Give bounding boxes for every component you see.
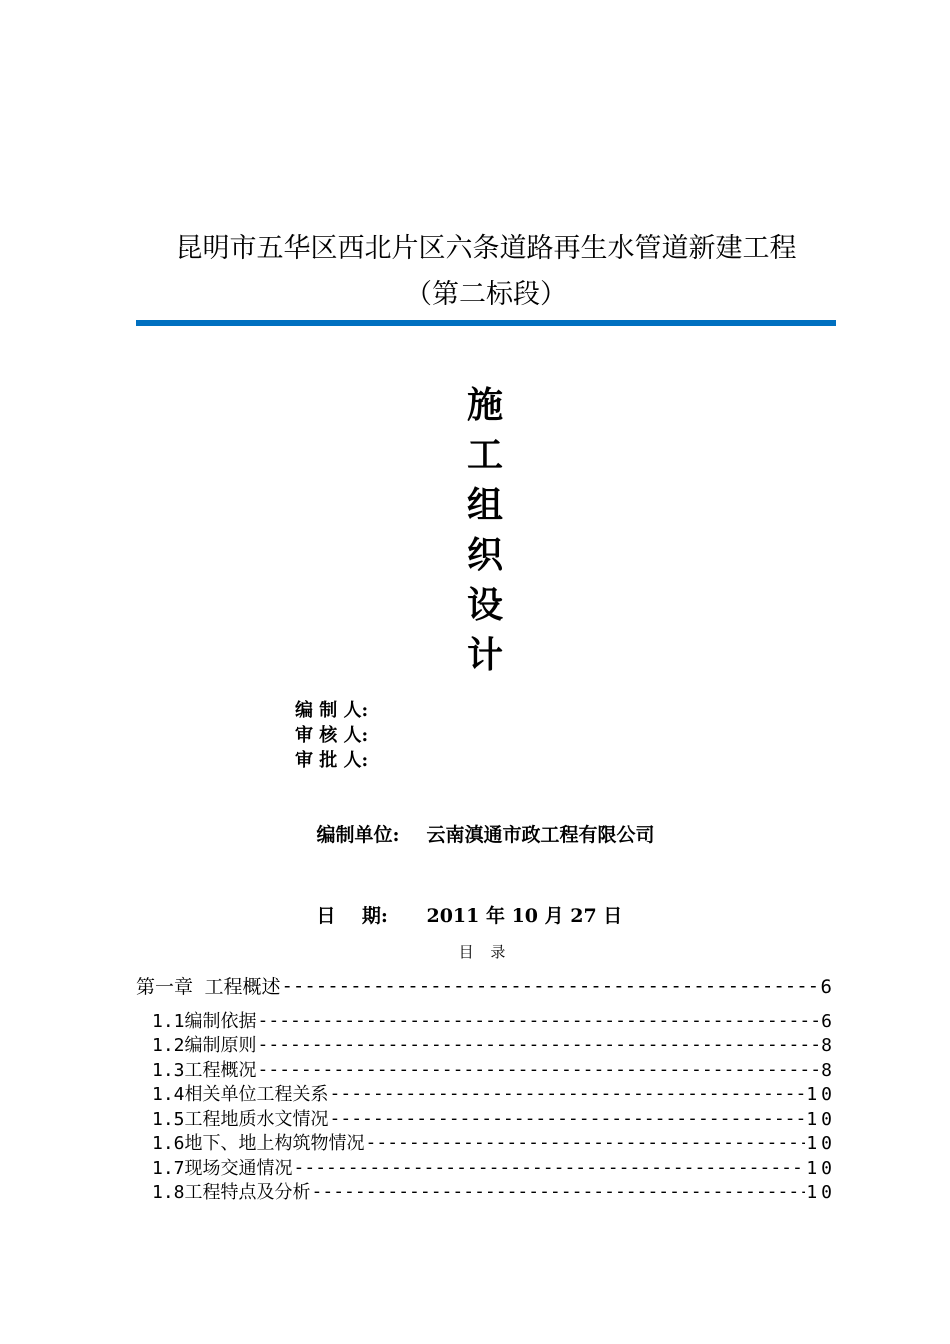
toc-entry[interactable] <box>136 1157 836 1182</box>
date-value: 2011 年 10 月 27 日 <box>426 905 623 927</box>
document-title-line-2: （第二标段） <box>405 279 567 310</box>
title-char-2: 工 <box>466 434 503 476</box>
toc-entry-title: 1.3工程概况 <box>152 1059 257 1081</box>
document-title-line-1: 昆明市五华区西北片区六条道路再生水管道新建工程 <box>175 233 797 264</box>
table-of-contents <box>136 975 836 1206</box>
toc-leader <box>366 1132 806 1156</box>
organization-row <box>290 795 654 876</box>
toc-leader <box>330 1083 806 1107</box>
organization-value: 云南滇通市政工程有限公司 <box>426 824 655 846</box>
toc-page-number: 10 <box>806 1108 836 1130</box>
toc-page-number: 8 <box>821 1035 836 1056</box>
toc-entry[interactable] <box>136 1132 836 1157</box>
toc-page-number: 8 <box>821 1059 836 1081</box>
title-char-5: 设 <box>466 584 503 626</box>
preparer-label: 编 制 人: <box>295 700 369 721</box>
document-info-block <box>290 795 654 957</box>
toc-entry-title: 1.5工程地质水文情况 <box>152 1108 329 1130</box>
toc-entry[interactable] <box>136 1083 836 1108</box>
toc-page-number: 10 <box>806 1182 836 1203</box>
toc-page-number: 6 <box>820 976 836 998</box>
toc-leader <box>258 1034 821 1058</box>
toc-page-number: 10 <box>806 1084 836 1105</box>
toc-entry[interactable] <box>136 1010 836 1035</box>
title-char-3: 组 <box>466 484 503 526</box>
toc-entry-title: 1.7现场交通情况 <box>152 1157 293 1179</box>
approver-label: 审 批 人: <box>295 750 369 771</box>
toc-leader <box>281 975 819 999</box>
toc-leader <box>258 1059 821 1083</box>
toc-leader <box>312 1181 806 1205</box>
document-title <box>136 226 836 318</box>
title-char-1: 施 <box>466 384 503 426</box>
toc-entry-title: 1.1编制依据 <box>152 1010 257 1032</box>
toc-entry-title: 1.8工程特点及分析 <box>152 1182 311 1203</box>
date-label: 日 期: <box>316 905 388 927</box>
toc-entry[interactable] <box>136 1059 836 1084</box>
title-char-4: 织 <box>466 534 503 576</box>
toc-leader <box>294 1157 806 1181</box>
toc-leader <box>258 1010 821 1034</box>
toc-page-number: 10 <box>806 1157 836 1179</box>
vertical-document-type-title <box>455 380 515 680</box>
toc-entry-title: 1.6地下、地上构筑物情况 <box>152 1133 365 1154</box>
title-divider <box>136 320 836 326</box>
toc-entry-title: 第一章 工程概述 <box>136 976 281 998</box>
toc-entry[interactable] <box>136 1034 836 1059</box>
toc-page-number: 10 <box>806 1133 836 1154</box>
toc-leader <box>330 1108 806 1132</box>
title-char-6: 计 <box>466 634 503 676</box>
toc-page-number: 6 <box>821 1010 836 1032</box>
table-of-contents-heading: 目 录 <box>458 943 512 961</box>
toc-entry[interactable] <box>136 975 836 1000</box>
toc-entry[interactable] <box>136 1181 836 1206</box>
signature-block <box>295 698 368 773</box>
organization-label: 编制单位: <box>316 824 400 846</box>
toc-entry[interactable] <box>136 1108 836 1133</box>
reviewer-label: 审 核 人: <box>295 725 369 746</box>
toc-entry-title: 1.2编制原则 <box>152 1035 257 1056</box>
toc-entry-title: 1.4相关单位工程关系 <box>152 1084 329 1105</box>
